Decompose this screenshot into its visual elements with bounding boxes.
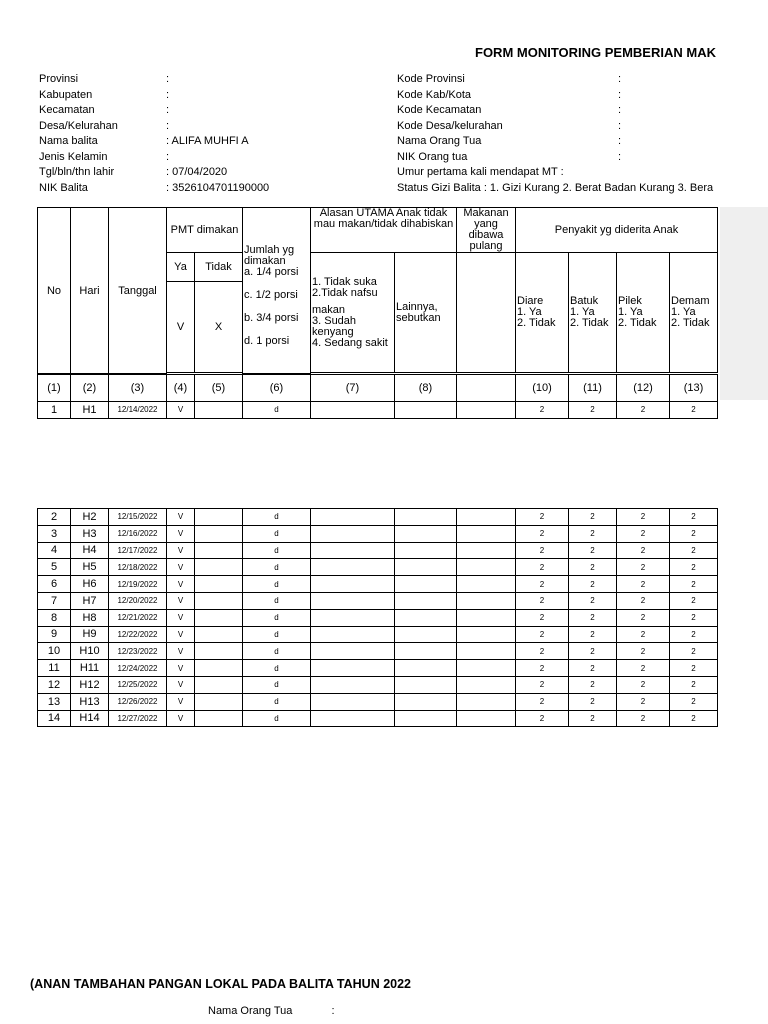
- cell-jumlah[interactable]: d: [243, 609, 311, 626]
- cell-jumlah[interactable]: d: [243, 576, 311, 593]
- cell-batuk[interactable]: 2: [569, 693, 617, 710]
- cell-tidak[interactable]: [195, 676, 243, 693]
- cell-no[interactable]: 3: [38, 525, 71, 542]
- col-alasan-header: Alasan UTAMA Anak tidak mau makan/tidak dihabiskan: [311, 208, 457, 253]
- cell-lainnya[interactable]: [395, 509, 457, 526]
- cell-pilek[interactable]: 2: [617, 693, 670, 710]
- cell-batuk[interactable]: 2: [569, 710, 617, 727]
- column-number: (11): [569, 375, 617, 402]
- cell-makanan[interactable]: [457, 693, 516, 710]
- cell-diare[interactable]: 2: [516, 676, 569, 693]
- cell-makanan[interactable]: [457, 660, 516, 677]
- cell-makanan[interactable]: [457, 525, 516, 542]
- pmt-x-legend: X: [195, 282, 243, 373]
- table-row: [38, 525, 718, 542]
- cell-tanggal[interactable]: 12/18/2022: [109, 559, 167, 576]
- cell-demam[interactable]: 2: [670, 609, 718, 626]
- cell-alasan[interactable]: [311, 576, 395, 593]
- form-title: FORM MONITORING PEMBERIAN MAK: [475, 45, 716, 60]
- cell-makanan[interactable]: [457, 643, 516, 660]
- cell-alasan[interactable]: [311, 542, 395, 559]
- info-separator: :: [618, 104, 622, 116]
- info-separator: :: [618, 73, 622, 85]
- diare-label: Diare: [517, 295, 544, 307]
- cell-demam[interactable]: 2: [670, 693, 718, 710]
- cell-alasan[interactable]: [311, 559, 395, 576]
- table-row: [38, 509, 718, 526]
- column-number: (7): [311, 375, 395, 402]
- column-number: (2): [71, 375, 109, 402]
- alasan-options: [311, 253, 395, 373]
- cell-lainnya[interactable]: [395, 402, 457, 419]
- cell-demam[interactable]: 2: [670, 676, 718, 693]
- cell-no[interactable]: 5: [38, 559, 71, 576]
- table-row: [38, 693, 718, 710]
- cell-makanan[interactable]: [457, 676, 516, 693]
- cell-tanggal[interactable]: 12/14/2022: [109, 402, 167, 419]
- pmt-v-legend: V: [167, 282, 195, 373]
- cell-jumlah[interactable]: d: [243, 676, 311, 693]
- column-number: (3): [109, 375, 167, 402]
- cell-diare[interactable]: 2: [516, 402, 569, 419]
- cell-tidak[interactable]: [195, 626, 243, 643]
- info-separator: :: [618, 135, 622, 147]
- cell-lainnya[interactable]: [395, 626, 457, 643]
- table-row: [38, 626, 718, 643]
- cell-tanggal[interactable]: 12/22/2022: [109, 626, 167, 643]
- col-ya-header: Ya: [167, 253, 195, 282]
- column-number: (6): [243, 375, 311, 402]
- col-penyakit-header: Penyakit yg diderita Anak: [516, 208, 718, 253]
- cell-demam[interactable]: 2: [670, 509, 718, 526]
- cell-batuk[interactable]: 2: [569, 402, 617, 419]
- column-number: (12): [617, 375, 670, 402]
- cell-jumlah[interactable]: d: [243, 693, 311, 710]
- cell-batuk[interactable]: 2: [569, 576, 617, 593]
- cell-hari[interactable]: H12: [71, 676, 109, 693]
- cell-pilek[interactable]: 2: [617, 509, 670, 526]
- cell-lainnya[interactable]: [395, 710, 457, 727]
- cell-pilek[interactable]: 2: [617, 660, 670, 677]
- col-hari-header: Hari: [71, 208, 109, 374]
- cell-batuk[interactable]: 2: [569, 509, 617, 526]
- table-row: [38, 609, 718, 626]
- cell-hari[interactable]: H7: [71, 592, 109, 609]
- info-label: Umur pertama kali mendapat MT :: [397, 166, 564, 178]
- info-label: Kode Desa/kelurahan: [397, 119, 503, 132]
- cell-hari[interactable]: H5: [71, 559, 109, 576]
- cell-tidak[interactable]: [195, 559, 243, 576]
- info-label: NIK Balita: [39, 181, 88, 194]
- cell-diare[interactable]: 2: [516, 525, 569, 542]
- cell-demam[interactable]: 2: [670, 710, 718, 727]
- cell-jumlah[interactable]: d: [243, 525, 311, 542]
- cell-alasan[interactable]: [311, 525, 395, 542]
- cell-tidak[interactable]: [195, 660, 243, 677]
- cell-alasan[interactable]: [311, 710, 395, 727]
- col-no-header: No: [38, 208, 71, 374]
- cell-lainnya[interactable]: [395, 542, 457, 559]
- cell-tanggal[interactable]: 12/25/2022: [109, 676, 167, 693]
- cell-tidak[interactable]: [195, 693, 243, 710]
- cell-jumlah[interactable]: d: [243, 402, 311, 419]
- cell-pilek[interactable]: 2: [617, 710, 670, 727]
- cell-diare[interactable]: 2: [516, 693, 569, 710]
- cell-pilek[interactable]: 2: [617, 559, 670, 576]
- alasan-option-2b: makan: [312, 303, 346, 316]
- cell-pilek[interactable]: 2: [617, 592, 670, 609]
- table-row: [38, 710, 718, 727]
- cell-diare[interactable]: 2: [516, 559, 569, 576]
- info-label: NIK Orang tua: [397, 150, 468, 163]
- cell-pilek[interactable]: 2: [617, 609, 670, 626]
- jumlah-option-c: c. 1/2 porsi: [244, 288, 298, 301]
- cell-ya[interactable]: V: [167, 660, 195, 677]
- cell-pilek[interactable]: 2: [617, 525, 670, 542]
- demam-opt-ya: 1. Ya: [671, 306, 696, 318]
- alasan-option-4: 4. Sedang sakit: [312, 336, 388, 349]
- cell-ya[interactable]: V: [167, 542, 195, 559]
- cell-lainnya[interactable]: [395, 676, 457, 693]
- cell-pilek[interactable]: 2: [617, 576, 670, 593]
- cell-ya[interactable]: V: [167, 676, 195, 693]
- cell-alasan[interactable]: [311, 626, 395, 643]
- cell-tidak[interactable]: [195, 576, 243, 593]
- cell-jumlah[interactable]: d: [243, 559, 311, 576]
- pilek-header: [617, 253, 670, 373]
- cell-no[interactable]: 7: [38, 592, 71, 609]
- col-tanggal-header: Tanggal: [109, 208, 167, 374]
- cell-hari[interactable]: H2: [71, 509, 109, 526]
- cell-jumlah[interactable]: d: [243, 592, 311, 609]
- cell-alasan[interactable]: [311, 509, 395, 526]
- cell-makanan[interactable]: [457, 710, 516, 727]
- cell-tidak[interactable]: [195, 509, 243, 526]
- cell-demam[interactable]: 2: [670, 626, 718, 643]
- cell-tidak[interactable]: [195, 643, 243, 660]
- column-number: (4): [167, 375, 195, 402]
- cell-jumlah[interactable]: d: [243, 660, 311, 677]
- diare-opt-tidak: 2. Tidak: [517, 317, 556, 329]
- jumlah-option-b: b. 3/4 porsi: [244, 311, 299, 324]
- cell-jumlah[interactable]: d: [243, 643, 311, 660]
- makanan-empty: [457, 253, 516, 373]
- cell-diare[interactable]: 2: [516, 626, 569, 643]
- info-label: Nama balita: [39, 135, 98, 147]
- cell-hari[interactable]: H9: [71, 626, 109, 643]
- cell-ya[interactable]: V: [167, 693, 195, 710]
- col-tidak-header: Tidak: [195, 253, 243, 282]
- jumlah-option-a: a. 1/4 porsi: [244, 265, 299, 278]
- cell-lainnya[interactable]: [395, 559, 457, 576]
- cell-alasan[interactable]: [311, 402, 395, 419]
- cell-batuk[interactable]: 2: [569, 592, 617, 609]
- info-separator: :: [166, 119, 170, 132]
- cell-demam[interactable]: 2: [670, 559, 718, 576]
- cell-lainnya[interactable]: [395, 660, 457, 677]
- cell-no[interactable]: 6: [38, 576, 71, 593]
- cell-diare[interactable]: 2: [516, 509, 569, 526]
- cell-batuk[interactable]: 2: [569, 542, 617, 559]
- cell-tanggal[interactable]: 12/15/2022: [109, 509, 167, 526]
- cell-alasan[interactable]: [311, 676, 395, 693]
- cell-tidak[interactable]: [195, 609, 243, 626]
- jumlah-title: Jumlah yg dimakan: [244, 243, 295, 267]
- cell-hari[interactable]: H14: [71, 710, 109, 727]
- col-jumlah-header: [243, 208, 311, 374]
- cell-hari[interactable]: H4: [71, 542, 109, 559]
- cell-makanan[interactable]: [457, 592, 516, 609]
- cell-tidak[interactable]: [195, 592, 243, 609]
- info-label: Tgl/bln/thn lahir: [39, 166, 115, 178]
- cell-batuk[interactable]: 2: [569, 525, 617, 542]
- alasan-option-3: 3. Sudah kenyang: [312, 314, 357, 338]
- lainnya-header: Lainnya, sebutkan: [395, 253, 457, 373]
- cell-alasan[interactable]: [311, 660, 395, 677]
- cell-tanggal[interactable]: 12/20/2022: [109, 592, 167, 609]
- cell-makanan[interactable]: [457, 576, 516, 593]
- grey-side-panel: [720, 207, 768, 400]
- cell-hari[interactable]: H11: [71, 660, 109, 677]
- cell-pilek[interactable]: 2: [617, 626, 670, 643]
- demam-opt-tidak: 2. Tidak: [671, 317, 710, 329]
- cell-makanan[interactable]: [457, 402, 516, 419]
- cell-tanggal[interactable]: 12/27/2022: [109, 710, 167, 727]
- info-label: Kode Provinsi: [397, 73, 465, 85]
- cell-alasan[interactable]: [311, 693, 395, 710]
- cell-hari[interactable]: H8: [71, 609, 109, 626]
- info-separator: :: [166, 104, 170, 116]
- cell-ya[interactable]: V: [167, 592, 195, 609]
- table-row: [38, 402, 718, 419]
- info-separator: :: [618, 119, 622, 132]
- cell-diare[interactable]: 2: [516, 576, 569, 593]
- footer-nama-orang-tua-sep: :: [331, 1005, 335, 1017]
- cell-batuk[interactable]: 2: [569, 660, 617, 677]
- footer-title: (ANAN TAMBAHAN PANGAN LOKAL PADA BALITA TAHUN 2022: [30, 977, 412, 991]
- info-separator: : 07/04/2020: [166, 166, 228, 178]
- cell-no[interactable]: 12: [38, 676, 71, 693]
- cell-jumlah[interactable]: d: [243, 710, 311, 727]
- cell-jumlah[interactable]: d: [243, 542, 311, 559]
- data-rows-part2: [37, 508, 718, 727]
- column-number: [457, 375, 516, 402]
- cell-makanan[interactable]: [457, 509, 516, 526]
- cell-diare[interactable]: 2: [516, 609, 569, 626]
- cell-batuk[interactable]: 2: [569, 609, 617, 626]
- cell-tanggal[interactable]: 12/19/2022: [109, 576, 167, 593]
- table-row: [38, 676, 718, 693]
- cell-ya[interactable]: V: [167, 626, 195, 643]
- cell-ya[interactable]: V: [167, 609, 195, 626]
- info-label: Provinsi: [39, 73, 79, 85]
- cell-hari[interactable]: H10: [71, 643, 109, 660]
- cell-no[interactable]: 10: [38, 643, 71, 660]
- cell-diare[interactable]: 2: [516, 542, 569, 559]
- cell-tidak[interactable]: [195, 542, 243, 559]
- table-row: [38, 643, 718, 660]
- cell-lainnya[interactable]: [395, 609, 457, 626]
- table-row: [38, 559, 718, 576]
- cell-pilek[interactable]: 2: [617, 676, 670, 693]
- cell-batuk[interactable]: 2: [569, 626, 617, 643]
- info-label: Status Gizi Balita : 1. Gizi Kurang 2. Berat Badan Kurang 3. Bera: [397, 181, 714, 194]
- cell-hari[interactable]: H1: [71, 402, 109, 419]
- cell-diare[interactable]: 2: [516, 643, 569, 660]
- cell-makanan[interactable]: [457, 609, 516, 626]
- cell-ya[interactable]: V: [167, 559, 195, 576]
- info-separator: :: [166, 88, 170, 101]
- cell-jumlah[interactable]: d: [243, 509, 311, 526]
- info-label: Kode Kab/Kota: [397, 88, 472, 101]
- cell-no[interactable]: 4: [38, 542, 71, 559]
- cell-batuk[interactable]: 2: [569, 559, 617, 576]
- info-separator: : 3526104701190000: [166, 181, 270, 194]
- cell-no[interactable]: 14: [38, 710, 71, 727]
- cell-batuk[interactable]: 2: [569, 676, 617, 693]
- cell-demam[interactable]: 2: [670, 643, 718, 660]
- cell-lainnya[interactable]: [395, 592, 457, 609]
- info-separator: : ALIFA MUHFI A: [166, 135, 249, 147]
- table-row: [38, 660, 718, 677]
- pilek-label: Pilek: [618, 295, 642, 307]
- cell-alasan[interactable]: [311, 609, 395, 626]
- cell-hari[interactable]: H6: [71, 576, 109, 593]
- info-separator: :: [618, 88, 622, 101]
- cell-batuk[interactable]: 2: [569, 643, 617, 660]
- cell-demam[interactable]: 2: [670, 402, 718, 419]
- cell-no[interactable]: 1: [38, 402, 71, 419]
- demam-header: [670, 253, 718, 373]
- cell-no[interactable]: 9: [38, 626, 71, 643]
- info-separator: :: [618, 150, 622, 163]
- cell-hari[interactable]: H13: [71, 693, 109, 710]
- data-rows-part1: [37, 401, 718, 419]
- pilek-opt-ya: 1. Ya: [618, 306, 643, 318]
- cell-tanggal[interactable]: 12/26/2022: [109, 693, 167, 710]
- cell-alasan[interactable]: [311, 592, 395, 609]
- table-row: [38, 592, 718, 609]
- table-row: [38, 576, 718, 593]
- cell-lainnya[interactable]: [395, 576, 457, 593]
- cell-diare[interactable]: 2: [516, 660, 569, 677]
- cell-no[interactable]: 13: [38, 693, 71, 710]
- batuk-label: Batuk: [570, 295, 599, 307]
- column-number: (10): [516, 375, 569, 402]
- cell-ya[interactable]: V: [167, 576, 195, 593]
- info-label: Jenis Kelamin: [39, 150, 108, 163]
- column-number: (13): [670, 375, 718, 402]
- batuk-opt-tidak: 2. Tidak: [570, 317, 609, 329]
- cell-tidak[interactable]: [195, 525, 243, 542]
- jumlah-option-d: d. 1 porsi: [244, 334, 290, 347]
- column-number: (5): [195, 375, 243, 402]
- diare-opt-ya: 1. Ya: [517, 306, 542, 318]
- info-separator: :: [166, 150, 170, 163]
- cell-demam[interactable]: 2: [670, 542, 718, 559]
- cell-tidak[interactable]: [195, 710, 243, 727]
- cell-tanggal[interactable]: 12/16/2022: [109, 525, 167, 542]
- col-pmt-header: PMT dimakan: [167, 208, 243, 253]
- batuk-opt-ya: 1. Ya: [570, 306, 595, 318]
- column-number: (8): [395, 375, 457, 402]
- info-label: Desa/Kelurahan: [39, 119, 118, 132]
- cell-demam[interactable]: 2: [670, 660, 718, 677]
- cell-ya[interactable]: V: [167, 525, 195, 542]
- cell-demam[interactable]: 2: [670, 576, 718, 593]
- diare-header: [516, 253, 569, 373]
- cell-demam[interactable]: 2: [670, 592, 718, 609]
- cell-diare[interactable]: 2: [516, 592, 569, 609]
- cell-lainnya[interactable]: [395, 643, 457, 660]
- footer-nama-orang-tua-label: Nama Orang Tua: [208, 1005, 293, 1017]
- cell-tanggal[interactable]: 12/23/2022: [109, 643, 167, 660]
- cell-pilek[interactable]: 2: [617, 402, 670, 419]
- cell-ya[interactable]: V: [167, 643, 195, 660]
- cell-ya[interactable]: V: [167, 509, 195, 526]
- cell-lainnya[interactable]: [395, 525, 457, 542]
- cell-demam[interactable]: 2: [670, 525, 718, 542]
- cell-diare[interactable]: 2: [516, 710, 569, 727]
- cell-tanggal[interactable]: 12/17/2022: [109, 542, 167, 559]
- info-label: Kecamatan: [39, 104, 95, 116]
- table-row: [38, 542, 718, 559]
- cell-alasan[interactable]: [311, 643, 395, 660]
- info-label: Kode Kecamatan: [397, 104, 482, 116]
- alasan-option-1: 1. Tidak suka: [312, 275, 377, 288]
- demam-label: Demam: [671, 295, 710, 307]
- cell-tanggal[interactable]: 12/21/2022: [109, 609, 167, 626]
- cell-no[interactable]: 2: [38, 509, 71, 526]
- cell-makanan[interactable]: [457, 559, 516, 576]
- cell-ya[interactable]: V: [167, 402, 195, 419]
- cell-makanan[interactable]: [457, 542, 516, 559]
- column-number: (1): [38, 375, 71, 402]
- cell-no[interactable]: 11: [38, 660, 71, 677]
- column-number-row: [37, 374, 718, 402]
- info-label: Nama Orang Tua: [397, 135, 482, 147]
- cell-no[interactable]: 8: [38, 609, 71, 626]
- footer-info: [208, 1005, 335, 1017]
- cell-ya[interactable]: V: [167, 710, 195, 727]
- cell-makanan[interactable]: [457, 626, 516, 643]
- cell-pilek[interactable]: 2: [617, 643, 670, 660]
- info-separator: :: [166, 73, 170, 85]
- info-label: Kabupaten: [39, 88, 93, 101]
- cell-pilek[interactable]: 2: [617, 542, 670, 559]
- pilek-opt-tidak: 2. Tidak: [618, 317, 657, 329]
- monitoring-table: [37, 207, 718, 374]
- cell-tanggal[interactable]: 12/24/2022: [109, 660, 167, 677]
- col-makanan-header: Makanan yang dibawa pulang: [457, 208, 516, 253]
- alasan-option-2: 2.Tidak nafsu: [312, 286, 378, 299]
- cell-lainnya[interactable]: [395, 693, 457, 710]
- cell-jumlah[interactable]: d: [243, 626, 311, 643]
- cell-hari[interactable]: H3: [71, 525, 109, 542]
- cell-tidak[interactable]: [195, 402, 243, 419]
- batuk-header: [569, 253, 617, 373]
